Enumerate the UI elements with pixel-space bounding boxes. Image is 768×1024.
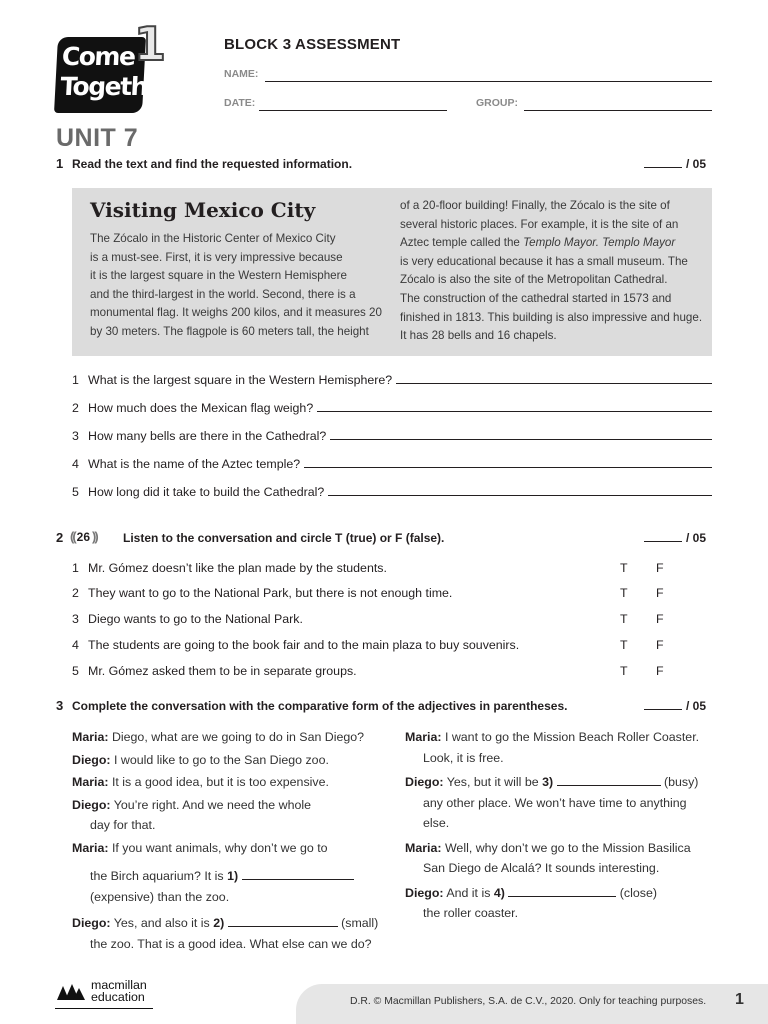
speaker: Maria: — [72, 730, 109, 744]
date-label: DATE: — [224, 97, 256, 109]
dialogue-continuation: (expensive) than the zoo. — [90, 889, 230, 904]
reading-line: The construction of the cathedral started in 1573 and — [400, 291, 672, 305]
item-number: 4 — [72, 638, 79, 652]
question-1-item — [72, 457, 712, 471]
item-text: Mr. Gómez asked them to be in separate groups. — [88, 664, 357, 678]
dialogue-continuation: else. — [423, 816, 450, 830]
logo-line-1: Come — [61, 42, 136, 71]
reading-italic: Templo Mayor. Templo Mayor — [523, 236, 676, 250]
reading-line: is very educational because it has a small museum. The — [400, 254, 688, 268]
dialogue-line — [405, 883, 717, 924]
audio-wave-left-icon: (( — [70, 529, 75, 544]
reading-line: of a 20-floor building! Finally, the Zócalo is the site of — [400, 199, 670, 212]
item-number: 1 — [72, 561, 79, 575]
item-text: They want to go to the National Park, but there is not enough time. — [88, 586, 453, 600]
reading-line: it is the largest square in the Western Hemisphere — [90, 269, 347, 283]
dialogue-continuation: day for that. — [90, 818, 156, 832]
answer-line[interactable] — [304, 457, 712, 468]
question-2-instruction: Listen to the conversation and circle T (true) or F (false). — [123, 531, 445, 545]
dialogue-continuation: the zoo. That is a good idea. What else can we do? — [90, 936, 372, 951]
tf-statement — [72, 586, 452, 600]
answer-blank-4[interactable] — [508, 896, 616, 897]
question-1-score — [644, 157, 706, 171]
speaker: Diego: — [405, 775, 444, 789]
score-total: / 05 — [686, 531, 707, 545]
reading-line: finished in 1813. This building is also impressive and huge. — [400, 310, 703, 324]
item-text: What is the largest square in the Western Hemisphere? — [88, 373, 393, 387]
dialogue-line — [405, 727, 717, 768]
tf-statement — [72, 612, 303, 626]
reading-title: Visiting Mexico City — [90, 198, 316, 222]
question-1-item — [72, 401, 712, 415]
item-text: How many bells are there in the Cathedral? — [88, 429, 327, 443]
dialogue-line — [72, 838, 392, 908]
false-option[interactable]: F — [656, 664, 664, 678]
conversation-left — [72, 727, 392, 954]
item-number: 1 — [72, 373, 79, 387]
group-field[interactable] — [524, 110, 712, 111]
speaker: Diego: — [72, 752, 111, 767]
adjective-hint: (busy) — [664, 775, 699, 789]
dialogue-line — [72, 750, 392, 771]
blank-number: 3) — [542, 775, 554, 789]
assessment-title: BLOCK 3 ASSESSMENT — [224, 36, 401, 53]
dialogue-text: the Birch aquarium? It is — [90, 869, 224, 883]
answer-blank-3[interactable] — [557, 785, 661, 786]
reading-line: and the third-largest in the world. Second, there is a — [90, 287, 356, 301]
dialogue-line — [405, 838, 717, 879]
item-text: What is the name of the Aztec temple? — [88, 457, 301, 471]
item-text: How long did it take to build the Cathedral? — [88, 485, 325, 499]
dialogue-text: You’re right. And we need the whole — [113, 797, 312, 812]
tf-statement — [72, 664, 357, 678]
dialogue-text: I would like to go to the San Diego zoo. — [114, 752, 329, 767]
speaker: Maria: — [72, 775, 109, 789]
logo-line-2: Together — [59, 72, 174, 101]
group-label: GROUP: — [476, 97, 518, 109]
answer-line[interactable] — [330, 429, 712, 440]
dialogue-text: And it is — [446, 885, 491, 900]
question-3-number: 3 — [56, 698, 64, 713]
tf-statement — [72, 638, 519, 652]
reading-line: The Zócalo in the Historic Center of Mexico City — [90, 232, 336, 245]
reading-text: Aztec temple called the — [400, 236, 520, 250]
name-label: NAME: — [224, 68, 259, 80]
reading-left-column — [90, 230, 390, 342]
answer-line[interactable] — [396, 373, 712, 384]
item-number: 5 — [72, 485, 79, 499]
logo-level-number: 1 — [134, 17, 167, 71]
question-3-instruction: Complete the conversation with the comparative form of the adjectives in parentheses. — [72, 699, 568, 713]
true-option[interactable]: T — [620, 561, 628, 575]
blank-number: 2) — [213, 916, 225, 930]
wordmark-line-1: macmillan — [91, 978, 147, 992]
dialogue-text: It is a good idea, but it is too expensive. — [111, 775, 329, 789]
speaker: Maria: — [405, 840, 442, 855]
question-2-number: 2 — [56, 530, 64, 545]
item-number: 3 — [72, 429, 79, 443]
answer-blank-1[interactable] — [242, 879, 354, 880]
dialogue-text: If you want animals, why don’t we go to — [111, 840, 328, 855]
score-blank[interactable] — [644, 167, 682, 168]
reading-line: is a must-see. First, it is very impressive because — [90, 250, 343, 264]
question-3-score — [644, 699, 706, 713]
name-field[interactable] — [265, 81, 712, 82]
conversation-right — [405, 727, 717, 924]
dialogue-continuation: the roller coaster. — [423, 906, 519, 920]
macmillan-wordmark — [91, 979, 147, 1003]
true-option[interactable]: T — [620, 612, 628, 626]
reading-line: monumental flag. It weighs 200 kilos, and it measures 20 — [90, 306, 382, 320]
speaker: Diego: — [72, 797, 111, 812]
item-text: Mr. Gómez doesn’t like the plan made by the students. — [88, 561, 387, 575]
dialogue-continuation: San Diego de Alcalá? It sounds interesting. — [423, 861, 660, 875]
question-1-item — [72, 485, 712, 499]
score-total: / 05 — [686, 157, 707, 171]
false-option[interactable]: F — [656, 586, 664, 600]
logo-underline — [55, 1008, 153, 1009]
question-1-number: 1 — [56, 156, 64, 171]
dialogue-continuation: any other place. We won’t have time to anything — [423, 795, 687, 810]
question-1-instruction: Read the text and find the requested information. — [72, 157, 353, 171]
item-text: How much does the Mexican flag weigh? — [88, 401, 314, 415]
speaker: Maria: — [72, 840, 109, 855]
speaker: Diego: — [405, 885, 444, 900]
come-together-logo — [54, 37, 174, 113]
reading-line — [400, 234, 705, 253]
dialogue-text: Diego, what are we going to do in San Diego? — [111, 730, 365, 744]
score-blank[interactable] — [644, 709, 682, 710]
false-option[interactable]: F — [656, 612, 664, 626]
true-option[interactable]: T — [620, 586, 628, 600]
item-number: 4 — [72, 457, 79, 471]
blank-number: 4) — [493, 885, 505, 900]
reading-line: several historic places. For example, it is the site of an — [400, 217, 679, 231]
speaker: Diego: — [72, 916, 111, 930]
audio-track-number: 26 — [76, 529, 91, 544]
reading-line: It has 28 bells and 16 chapels. — [400, 329, 557, 343]
false-option[interactable]: F — [656, 638, 664, 652]
macmillan-logo — [55, 974, 155, 1008]
question-1-item — [72, 373, 712, 387]
false-option[interactable]: F — [656, 561, 664, 575]
reading-right-column — [400, 197, 705, 346]
dialogue-line — [405, 772, 717, 834]
dialogue-text: Yes, but it will be — [446, 775, 539, 789]
item-text: The students are going to the book fair and to the main plaza to buy souvenirs. — [88, 638, 520, 652]
dialogue-text: I want to go the Mission Beach Roller Coaster. — [444, 730, 700, 744]
reading-line: Zócalo is also the site of the Metropolitan Cathedral. — [400, 273, 668, 287]
speaker: Maria: — [405, 730, 442, 744]
tf-statement — [72, 561, 387, 575]
question-1-item — [72, 429, 712, 443]
dialogue-line — [72, 795, 392, 836]
dialogue-continuation — [72, 866, 392, 887]
answer-blank-2[interactable] — [228, 926, 338, 927]
wordmark-line-2: education — [91, 990, 145, 1004]
score-total: / 05 — [686, 699, 707, 713]
item-number: 2 — [72, 586, 79, 600]
item-text: Diego wants to go to the National Park. — [88, 612, 303, 626]
adjective-hint: (close) — [619, 885, 657, 900]
score-blank[interactable] — [644, 541, 682, 542]
question-2-score — [644, 531, 706, 545]
item-number: 5 — [72, 664, 79, 678]
dialogue-line — [72, 727, 392, 748]
dialogue-continuation: Look, it is free. — [423, 750, 504, 765]
dialogue-line — [72, 772, 392, 793]
adjective-hint: (small) — [341, 916, 379, 930]
unit-heading: UNIT 7 — [56, 124, 139, 152]
answer-line[interactable] — [328, 485, 712, 496]
page-number: 1 — [735, 991, 744, 1008]
copyright-notice: D.R. © Macmillan Publishers, S.A. de C.V., 2020. Only for teaching purposes. — [350, 996, 707, 1007]
item-number: 2 — [72, 401, 79, 415]
date-field[interactable] — [259, 110, 447, 111]
dialogue-text: Yes, and also it is — [113, 916, 210, 930]
answer-line[interactable] — [317, 401, 712, 412]
blank-number: 1) — [227, 869, 239, 883]
true-option[interactable]: T — [620, 638, 628, 652]
true-option[interactable]: T — [620, 664, 628, 678]
item-number: 3 — [72, 612, 79, 626]
audio-track[interactable] — [70, 529, 97, 544]
reading-line: by 30 meters. The flagpole is 60 meters tall, the height — [90, 324, 369, 338]
audio-wave-right-icon: )) — [92, 529, 97, 544]
dialogue-line — [72, 913, 392, 954]
macmillan-mark-icon — [55, 980, 87, 1002]
dialogue-text: Well, why don’t we go to the Mission Basilica — [444, 840, 691, 855]
